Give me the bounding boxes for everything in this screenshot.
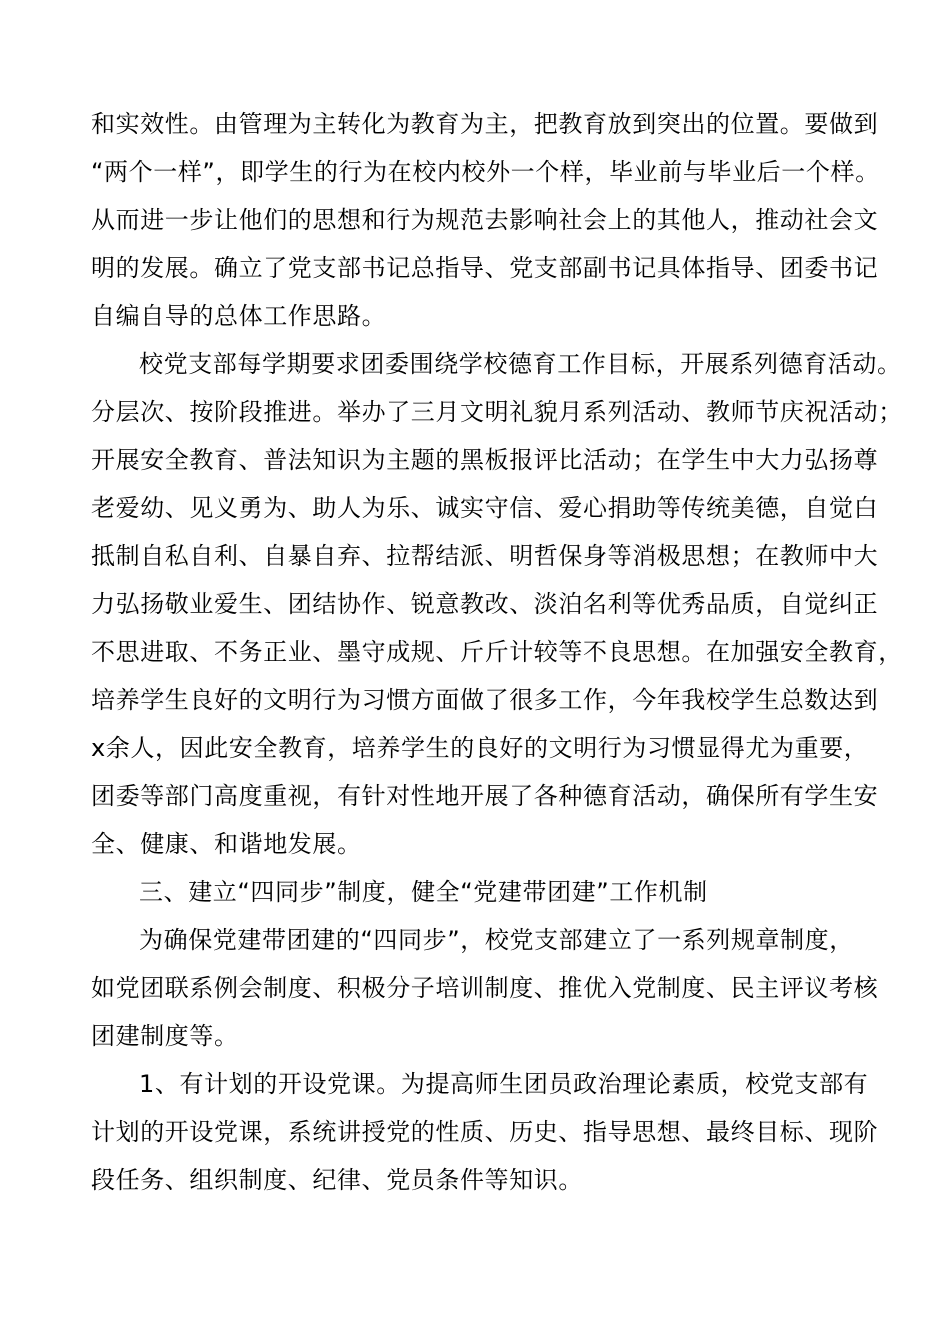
text-line: 段任务、组织制度、纪律、党员条件等知识。	[91, 1166, 583, 1194]
text-line: 和实效性。由管理为主转化为教育为主，把教育放到突出的位置。要做到	[91, 110, 879, 138]
text-line: 从而进一步让他们的思想和行为规范去影响社会上的其他人，推动社会文	[91, 206, 879, 234]
text-line: 全、健康、和谐地发展。	[91, 830, 362, 858]
paragraph-start-line: 校党支部每学期要求团委围绕学校德育工作目标，开展系列德育活动。	[139, 350, 902, 378]
text-line: 开展安全教育、普法知识为主题的黑板报评比活动；在学生中大力弘扬尊	[91, 446, 879, 474]
text-line: “两个一样”，即学生的行为在校内校外一个样，毕业前与毕业后一个样。	[91, 158, 880, 186]
text-line: 明的发展。确立了党支部书记总指导、党支部副书记具体指导、团委书记	[91, 254, 879, 282]
section-heading: 三、建立“四同步”制度，健全“党建带团建”工作机制	[139, 878, 708, 906]
text-line: 力弘扬敬业爱生、团结协作、锐意教改、淡泊名利等优秀品质，自觉纠正	[91, 590, 879, 618]
text-line: 自编自导的总体工作思路。	[91, 302, 387, 330]
text-line: 老爱幼、见义勇为、助人为乐、诚实守信、爱心捐助等传统美德，自觉白	[91, 494, 879, 522]
text-line: x余人，因此安全教育，培养学生的良好的文明行为习惯显得尤为重要，	[91, 734, 869, 762]
text-line: 分层次、按阶段推进。举办了三月文明礼貌月系列活动、教师节庆祝活动；	[91, 398, 903, 426]
text-line: 计划的开设党课，系统讲授党的性质、历史、指导思想、最终目标、现阶	[91, 1118, 879, 1146]
text-line: 抵制自私自利、自暴自弃、拉帮结派、明哲保身等消极思想；在教师中大	[91, 542, 879, 570]
text-line: 培养学生良好的文明行为习惯方面做了很多工作，今年我校学生总数达到	[91, 686, 879, 714]
text-line: 团委等部门高度重视，有针对性地开展了各种德育活动，确保所有学生安	[91, 782, 879, 810]
text-line: 如党团联系例会制度、积极分子培训制度、推优入党制度、民主评议考核	[91, 974, 879, 1002]
paragraph-start-line: 为确保党建带团建的“四同步”，校党支部建立了一系列规章制度，	[139, 926, 854, 954]
text-line: 不思进取、不务正业、墨守成规、斤斤计较等不良思想。在加强安全教育，	[91, 638, 903, 666]
text-line: 团建制度等。	[91, 1022, 239, 1050]
paragraph-start-line: 1、有计划的开设党课。为提高师生团员政治理论素质，校党支部有	[139, 1070, 869, 1098]
